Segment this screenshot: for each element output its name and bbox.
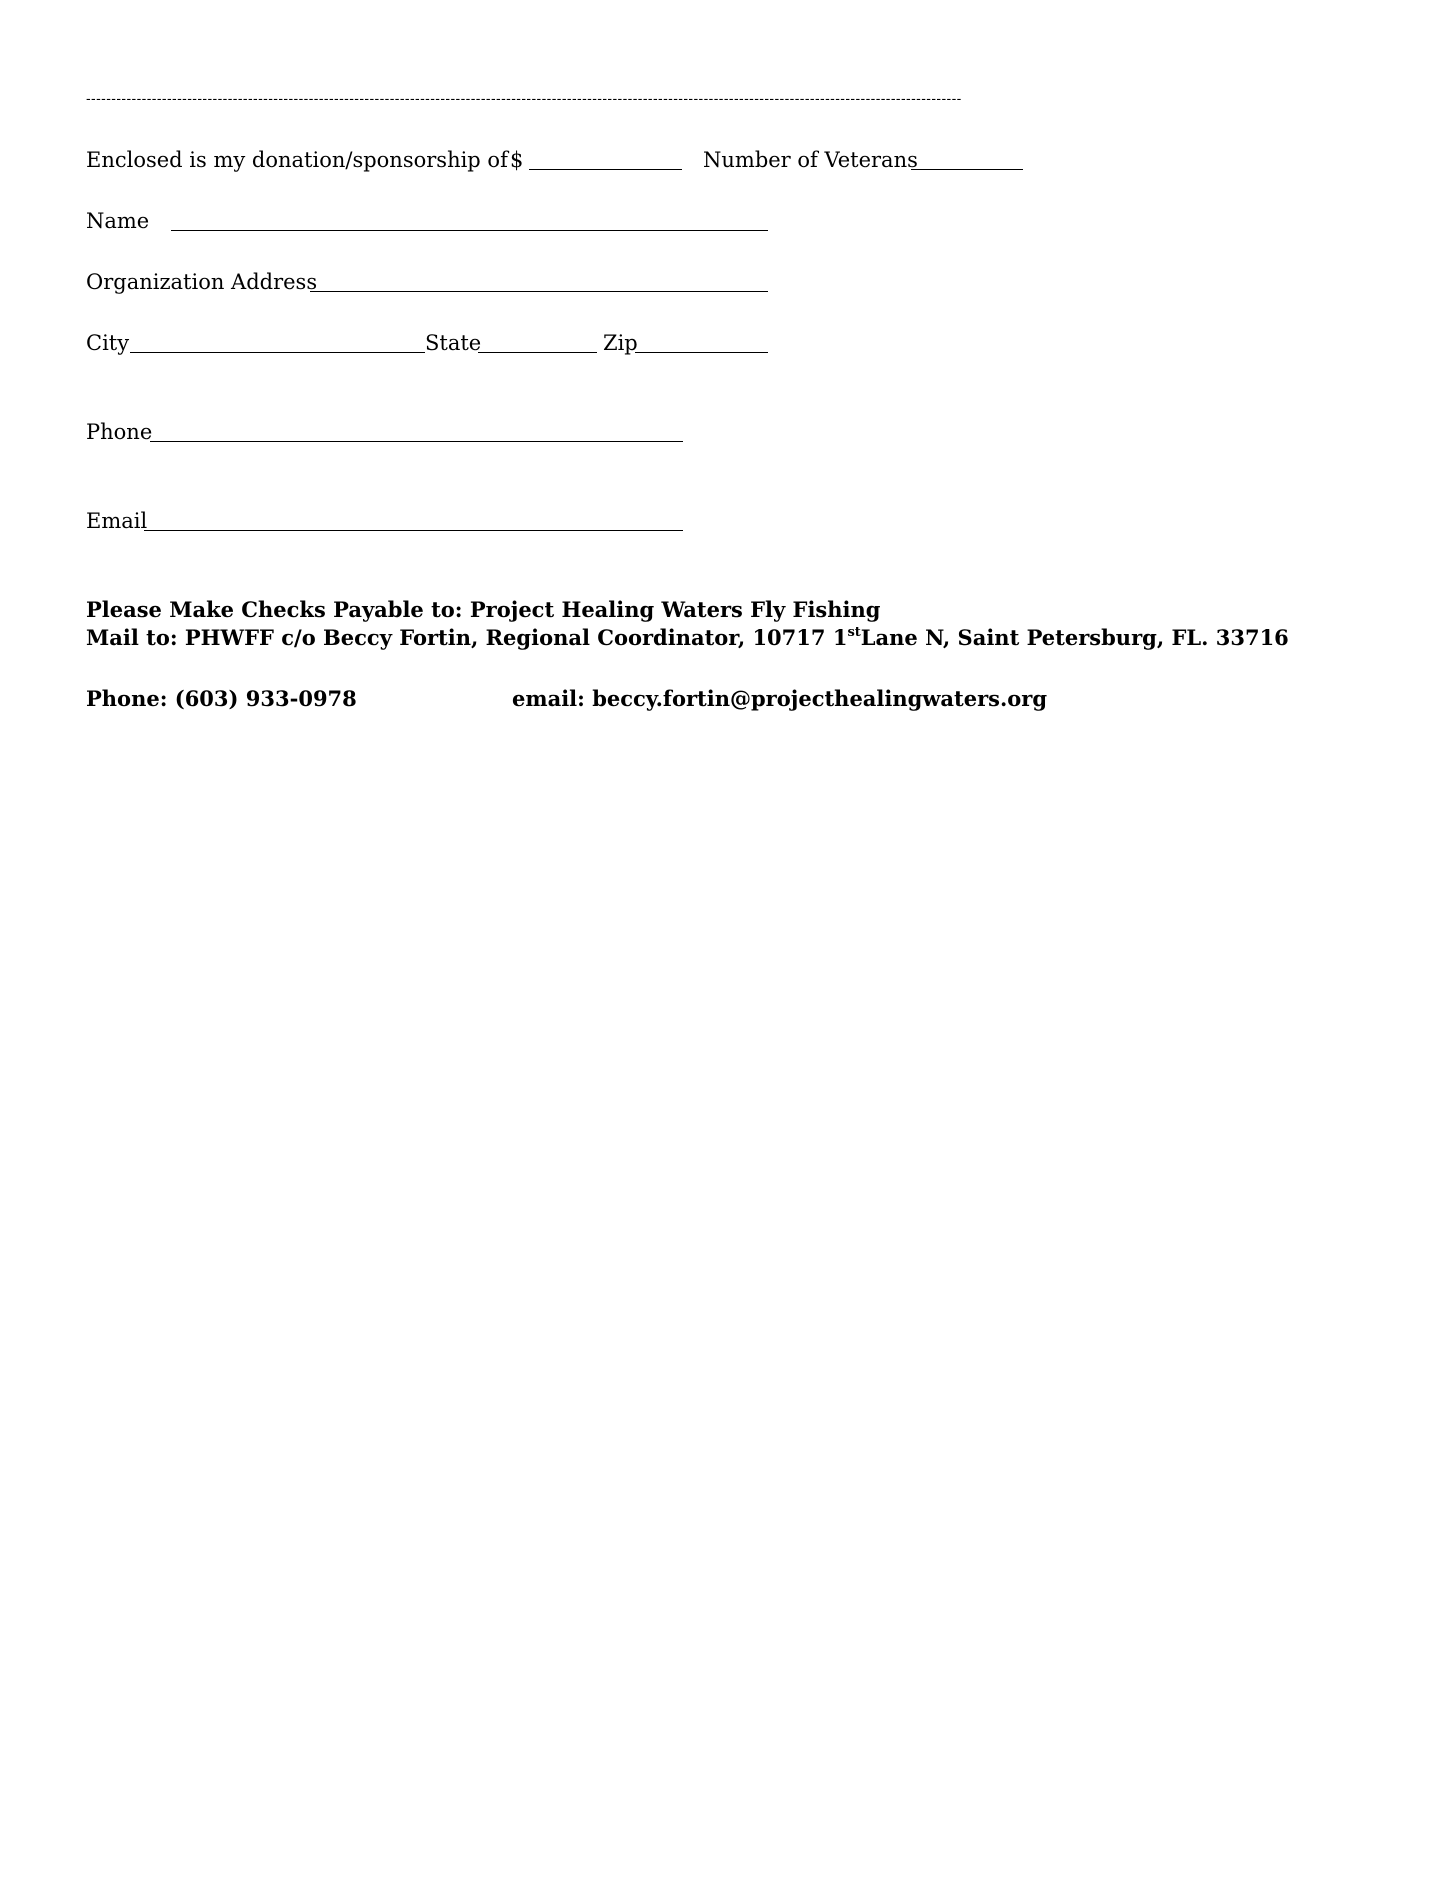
address-field[interactable] xyxy=(310,291,768,292)
veterans-count-field[interactable] xyxy=(911,169,1023,170)
mail-address-suffix: Lane N, Saint Petersburg, FL. 33716 xyxy=(860,625,1289,650)
currency-symbol: $ xyxy=(510,148,524,172)
address-label: Organization Address xyxy=(86,270,318,294)
zip-field[interactable] xyxy=(635,352,768,353)
email-label: Email xyxy=(86,509,148,533)
contact-email: email: beccy.fortin@projecthealingwaters.org xyxy=(512,686,1048,711)
ordinal-suffix: st xyxy=(847,625,861,640)
payable-instructions: Please Make Checks Payable to: Project Healing Waters Fly Fishing xyxy=(86,597,881,622)
cut-line-separator: ----------------------------------------------------------------------------------------------------------------------------------------------------------------------------- xyxy=(86,90,962,106)
name-label: Name xyxy=(86,209,150,233)
email-field[interactable] xyxy=(144,530,683,531)
city-field[interactable] xyxy=(130,352,425,353)
mail-address-prefix: Mail to: PHWFF c/o Beccy Fortin, Regional Coordinator, 10717 1 xyxy=(86,625,848,650)
contact-phone: Phone: (603) 933-0978 xyxy=(86,686,357,711)
donation-amount-field[interactable] xyxy=(529,169,682,170)
state-field[interactable] xyxy=(478,352,597,353)
name-field[interactable] xyxy=(171,230,768,231)
phone-label: Phone xyxy=(86,420,153,444)
veterans-label: Number of Veterans xyxy=(703,148,918,172)
zip-label: Zip xyxy=(603,331,638,355)
mail-instructions xyxy=(86,625,1289,651)
state-label: State xyxy=(425,331,482,355)
donation-label: Enclosed is my donation/sponsorship of xyxy=(86,148,508,172)
phone-field[interactable] xyxy=(150,441,683,442)
city-label: City xyxy=(86,331,130,355)
